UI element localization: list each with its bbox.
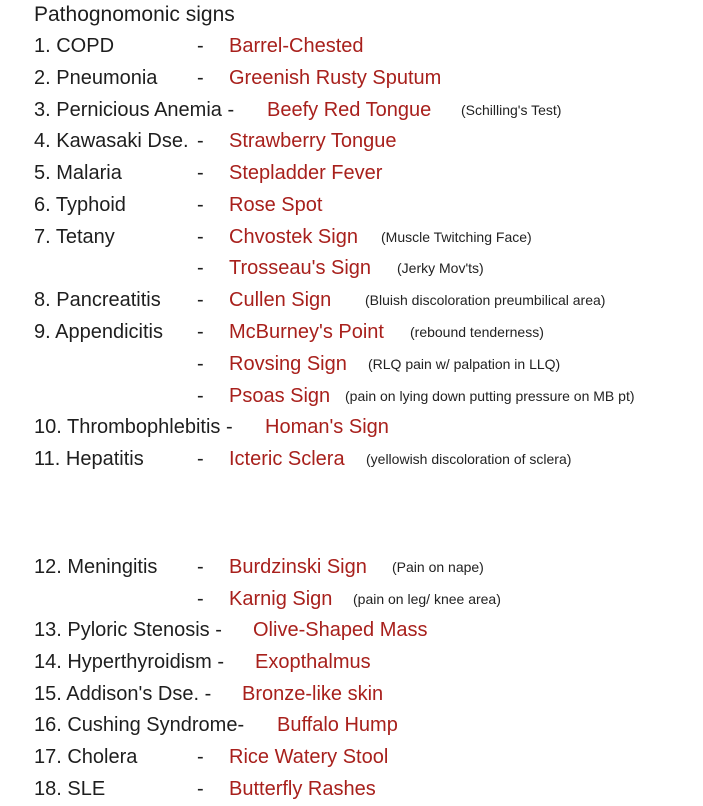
disease-label: 11. Hepatitis [34,448,144,470]
sign-label: Psoas Sign [229,385,331,407]
sign-label: Rose Spot [229,194,323,216]
separator-dash: - [197,448,204,470]
disease-label: 16. Cushing Syndrome- [34,714,245,736]
sign-label: Karnig Sign [229,588,333,610]
list-item [0,189,703,221]
separator-dash: - [197,257,204,279]
list-item [0,678,703,710]
list-item [0,221,703,253]
sign-label: Beefy Red Tongue [267,99,432,121]
disease-label: 18. SLE [34,778,106,800]
disease-label: 2. Pneumonia [34,67,158,89]
sign-note: (pain on leg/ knee area) [353,591,501,607]
list-item [0,741,703,773]
list-item [0,316,703,348]
list-item [0,411,703,443]
sign-label: Strawberry Tongue [229,130,397,152]
list-item [0,348,703,380]
disease-label: 14. Hyperthyroidism - [34,651,225,673]
separator-dash: - [197,385,204,407]
sign-label: Butterfly Rashes [229,778,376,800]
sign-label: Exopthalmus [255,651,371,673]
separator-dash: - [197,289,204,311]
list-item [0,125,703,157]
disease-label: 4. Kawasaki Dse. [34,130,189,152]
separator-dash: - [197,194,204,216]
separator-dash: - [197,588,204,610]
page-title: Pathognomonic signs [34,3,235,26]
sign-label: Chvostek Sign [229,226,358,248]
sign-note: (pain on lying down putting pressure on MB pt) [345,388,635,404]
list-item [0,380,703,412]
sign-label: Burdzinski Sign [229,556,367,578]
list-item [0,551,703,583]
sign-label: McBurney's Point [229,321,384,343]
sign-label: Barrel-Chested [229,35,364,57]
separator-dash: - [197,778,204,800]
sign-note: (Schilling's Test) [461,102,562,118]
disease-label: 8. Pancreatitis [34,289,161,311]
disease-label: 5. Malaria [34,162,122,184]
sign-note: (RLQ pain w/ palpation in LLQ) [368,356,561,372]
separator-dash: - [197,162,204,184]
sign-note: (Muscle Twitching Face) [381,229,532,245]
separator-dash: - [197,35,204,57]
sign-note: (Pain on nape) [392,559,484,575]
sign-note: (yellowish discoloration of sclera) [366,451,572,467]
sign-label: Buffalo Hump [277,714,398,736]
disease-label: 17. Cholera [34,746,138,768]
sign-note: (Bluish discoloration preumbilical area) [365,292,606,308]
list-item [0,157,703,189]
list-item [0,583,703,615]
separator-dash: - [197,746,204,768]
disease-label: 6. Typhoid [34,194,126,216]
disease-label: 3. Pernicious Anemia - [34,99,235,121]
list-item [0,614,703,646]
sign-label: Stepladder Fever [229,162,383,184]
disease-label: 13. Pyloric Stenosis - [34,619,222,641]
disease-label: 9. Appendicitis [34,321,163,343]
disease-label: 12. Meningitis [34,556,158,578]
separator-dash: - [197,130,204,152]
list-item [0,709,703,741]
separator-dash: - [197,353,204,375]
separator-dash: - [197,67,204,89]
sign-note: (rebound tenderness) [410,324,544,340]
sign-label: Olive-Shaped Mass [253,619,428,641]
sign-note: (Jerky Mov'ts) [397,260,484,276]
sign-label: Trosseau's Sign [229,257,372,279]
sign-label: Bronze-like skin [242,683,384,705]
disease-label: 10. Thrombophlebitis - [34,416,233,438]
sign-label: Rice Watery Stool [229,746,389,768]
disease-label: 15. Addison's Dse. - [34,683,212,705]
sign-label: Icteric Sclera [229,448,345,470]
disease-label: 1. COPD [34,35,115,57]
list-item [0,284,703,316]
sign-label: Rovsing Sign [229,353,347,375]
separator-dash: - [197,321,204,343]
list-item [0,30,703,62]
disease-label: 7. Tetany [34,226,115,248]
sign-label: Cullen Sign [229,289,332,311]
separator-dash: - [197,226,204,248]
sign-label: Greenish Rusty Sputum [229,67,442,89]
separator-dash: - [197,556,204,578]
list-item [0,252,703,284]
list-item [0,62,703,94]
list-item [0,94,703,126]
list-item [0,443,703,475]
list-item [0,646,703,678]
list-item [0,773,703,805]
sign-label: Homan's Sign [265,416,389,438]
